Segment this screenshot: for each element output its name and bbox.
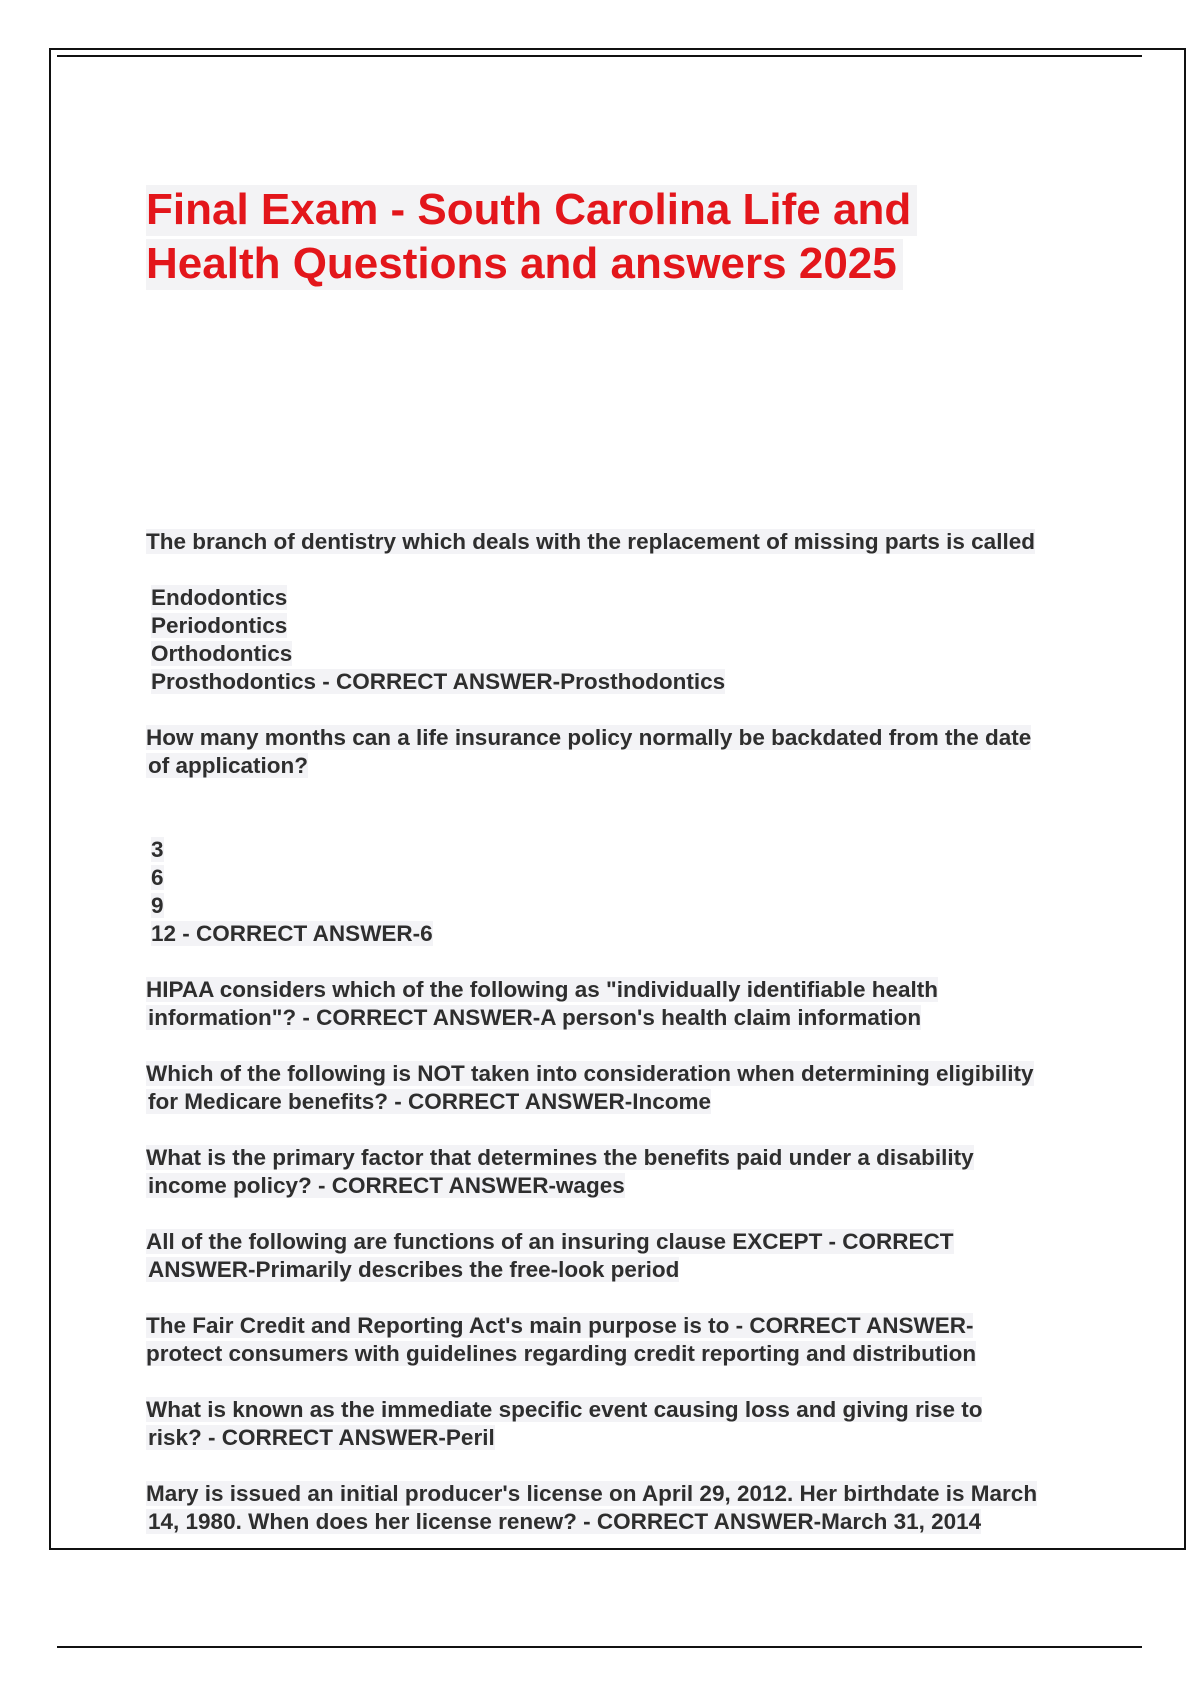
question-block-2 — [146, 724, 1096, 948]
document-title — [146, 183, 966, 291]
qa-item: HIPAA considers which of the following as "individually identifiable health information"? - CORRECT ANSWER-A person's health claim information — [146, 977, 939, 1030]
title-line-1: Final Exam - South Carolina Life and — [146, 185, 917, 236]
question-text — [146, 528, 1096, 556]
questions-content — [146, 528, 1096, 1536]
qa-item: What is known as the immediate specific event causing loss and giving rise to risk? - CORRECT ANSWER-Peril — [146, 1397, 983, 1450]
answer-option: Endodontics — [151, 585, 288, 610]
question-block-1 — [146, 528, 1096, 696]
answer-options-list — [146, 836, 1096, 948]
qa-item: What is the primary factor that determines the benefits paid under a disability income policy? - CORRECT ANSWER-wages — [146, 1145, 974, 1198]
answer-option: 9 — [151, 893, 164, 918]
answer-option: 12 - CORRECT ANSWER-6 — [151, 921, 433, 946]
question-line: of application? — [148, 753, 308, 778]
answer-option: Periodontics — [151, 613, 288, 638]
question-line: How many months can a life insurance policy normally be backdated from the date — [146, 725, 1032, 750]
bottom-divider-line — [57, 1646, 1142, 1648]
answer-option: Orthodontics — [151, 641, 293, 666]
qa-item: All of the following are functions of an insuring clause EXCEPT - CORRECT ANSWER-Primarily describes the free-look period — [146, 1229, 954, 1282]
answer-option: 3 — [151, 837, 164, 862]
qa-item: Mary is issued an initial producer's license on April 29, 2012. Her birthdate is March 14, 1980. When does her license renew? - CORRECT ANSWER-March 31, 2014 — [146, 1481, 1038, 1534]
question-line: The branch of dentistry which deals with the replacement of missing parts is called — [146, 529, 1035, 554]
answer-options-list — [146, 584, 1096, 696]
answer-option: Prosthodontics - CORRECT ANSWER-Prosthodontics — [151, 669, 726, 694]
question-text — [146, 724, 1096, 780]
qa-item: Which of the following is NOT taken into consideration when determining eligibility for Medicare benefits? - CORRECT ANSWER-Income — [146, 1061, 1034, 1114]
title-line-2: Health Questions and answers 2025 — [146, 239, 903, 290]
answer-option: 6 — [151, 865, 164, 890]
qa-item: The Fair Credit and Reporting Act's main purpose is to - CORRECT ANSWER- protect consumers with guidelines regarding credit reporting and distribution — [146, 1313, 977, 1366]
